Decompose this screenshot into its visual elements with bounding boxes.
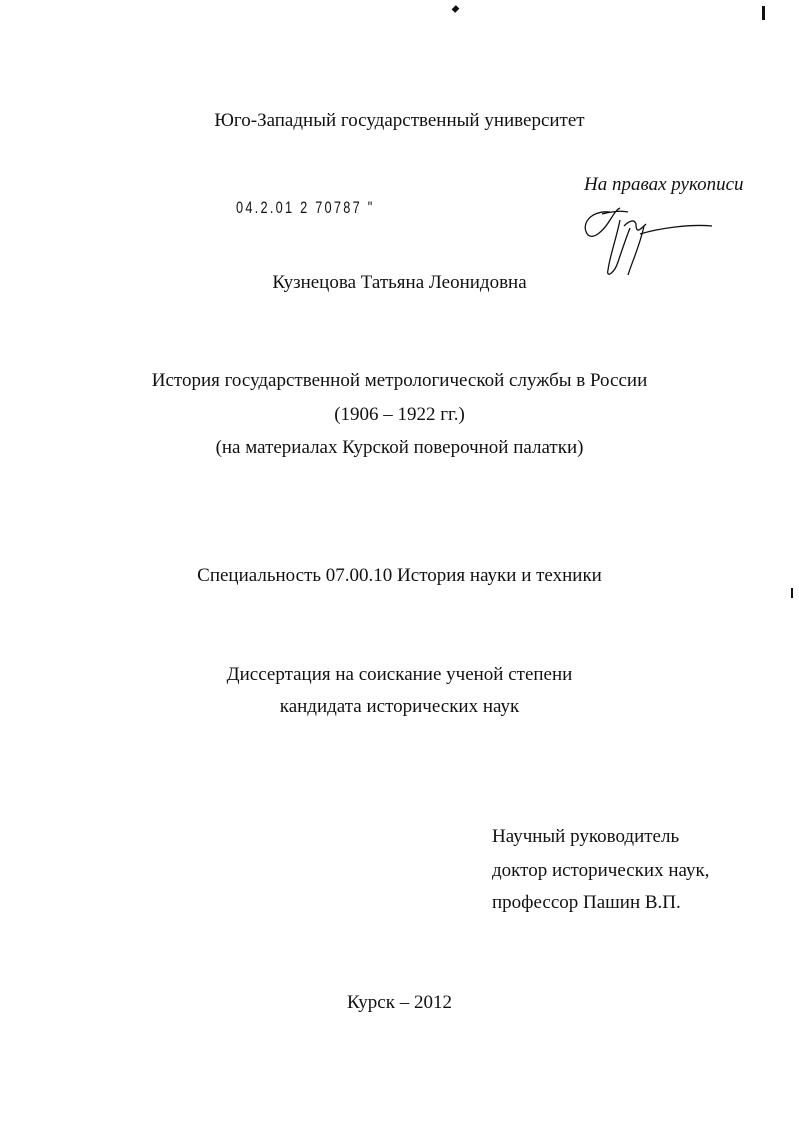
supervisor-degree: доктор исторических наук, xyxy=(492,860,710,881)
supervisor-name: профессор Пашин В.П. xyxy=(492,892,681,913)
manuscript-note: На правах рукописи xyxy=(584,174,744,195)
title-years: (1906 – 1922 гг.) xyxy=(334,404,465,425)
scan-artifact xyxy=(791,588,793,598)
place-year: Курск – 2012 xyxy=(347,992,452,1013)
degree-line: Диссертация на соискание ученой степени xyxy=(226,664,573,685)
supervisor-label: Научный руководитель xyxy=(492,826,680,847)
scan-artifact xyxy=(762,6,765,20)
title-line: История государственной метрологической службы в России xyxy=(151,370,648,391)
author-name: Кузнецова Татьяна Леонидовна xyxy=(272,272,527,293)
registration-code: 04.2.01 2 70787 " xyxy=(236,198,375,217)
signature xyxy=(580,200,720,280)
scan-artifact xyxy=(452,5,460,13)
title-subtitle: (на материалах Курской поверочной палатки) xyxy=(215,437,584,458)
university-name: Юго-Западный государственный университет xyxy=(214,110,585,131)
degree-line: кандидата исторических наук xyxy=(279,696,520,717)
specialty: Специальность 07.00.10 История науки и техники xyxy=(197,565,602,586)
